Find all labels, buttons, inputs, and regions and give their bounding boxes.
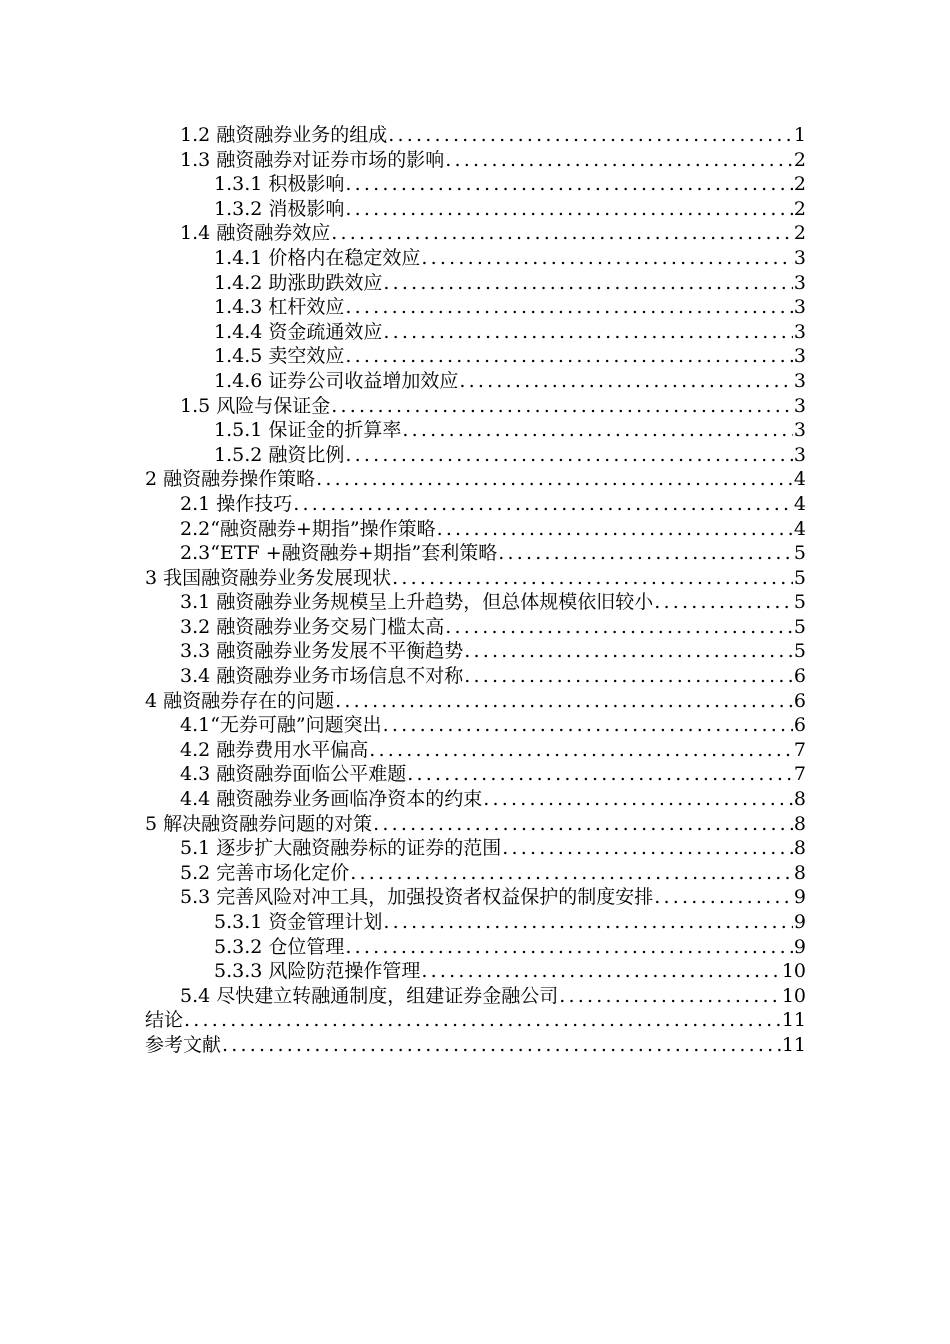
toc-leader-dots [654,590,793,615]
toc-leader-dots [421,246,793,271]
toc-entry-page: 4 [793,517,806,540]
toc-entry[interactable] [0,1033,950,1058]
toc-leader-dots [464,639,793,664]
toc-entry-page: 6 [793,714,806,737]
toc-entry[interactable] [0,762,950,787]
toc-entry[interactable] [0,713,950,738]
toc-entry-page: 3 [793,246,806,269]
toc-entry-title: 2 融资融券操作策略 [145,468,316,491]
toc-entry[interactable] [0,221,950,246]
toc-entry-title: 5.3.1 资金管理计划 [214,911,383,933]
toc-leader-dots [654,885,793,910]
toc-entry-page: 8 [793,837,806,860]
toc-leader-dots [331,394,793,419]
toc-entry[interactable] [0,566,950,591]
toc-leader-dots [184,1008,781,1033]
toc-entry-title: 1.3.1 积极影响 [214,173,345,196]
toc-entry-page: 3 [793,271,806,294]
toc-leader-dots [345,443,793,468]
toc-leader-dots [316,467,793,492]
toc-entry[interactable] [0,369,950,394]
toc-leader-dots [407,762,793,787]
toc-entry-page: 9 [793,886,806,909]
toc-entry[interactable] [0,467,950,492]
toc-entry-page: 3 [793,345,806,368]
toc-entry[interactable] [0,492,950,517]
toc-entry-title: 1.5 风险与保证金 [180,394,331,417]
toc-entry-page: 5 [793,542,806,565]
toc-entry[interactable] [0,861,950,886]
toc-entry-title: 2.3“ETF +融资融券+期指”套利策略 [180,542,498,565]
toc-entry-title: 1.4 融资融券效应 [180,222,331,245]
toc-entry-page: 5 [793,591,806,614]
toc-entry[interactable] [0,443,950,468]
toc-entry-title: 参考文献 [145,1033,222,1056]
toc-entry-title: 4 融资融券存在的问题 [145,689,335,712]
toc-entry-title: 2.2“融资融券+期指”操作策略 [180,517,436,540]
toc-entry[interactable] [0,418,950,443]
toc-entry-page: 5 [793,615,806,638]
toc-leader-dots [437,517,793,542]
toc-entry-page: 2 [793,222,806,245]
toc-entry-title: 5.2 完善市场化定价 [180,861,350,884]
toc-entry-title: 1.5.1 保证金的折算率 [214,419,402,442]
toc-entry-title: 1.4.6 证券公司收益增加效应 [214,369,459,392]
toc-entry[interactable] [0,812,950,837]
toc-entry[interactable] [0,123,950,148]
toc-entry-page: 4 [793,468,806,491]
toc-entry-page: 8 [793,861,806,884]
toc-entry-title: 5.3.2 仓位管理 [214,935,345,958]
toc-entry[interactable] [0,295,950,320]
toc-leader-dots [445,148,793,173]
toc-entry[interactable] [0,1008,950,1033]
toc-entry-title: 1.2 融资融券业务的组成 [180,124,388,146]
toc-leader-dots [383,910,793,935]
toc-entry-page: 10 [781,960,806,983]
toc-entry[interactable] [0,935,950,960]
toc-entry-title: 4.1“无券可融”问题突出 [180,714,382,737]
toc-entry[interactable] [0,320,950,345]
toc-leader-dots [345,935,793,960]
toc-leader-dots [464,664,793,689]
toc-leader-dots [383,271,793,296]
toc-entry[interactable] [0,344,950,369]
toc-entry-title: 5.4 尽快建立转融通制度，组建证券金融公司 [180,984,559,1007]
toc-entry-page: 4 [793,492,806,515]
toc-entry-title: 1.3.2 消极影响 [214,197,345,220]
toc-entry[interactable] [0,517,950,542]
toc-entry-page: 3 [793,296,806,319]
toc-entry-title: 1.4.5 卖空效应 [214,345,345,368]
toc-leader-dots [498,541,793,566]
toc-leader-dots [392,566,793,591]
toc-leader-dots [483,787,793,812]
toc-entry-title: 结论 [145,1009,184,1032]
toc-leader-dots [345,295,793,320]
toc-leader-dots [350,861,793,886]
toc-leader-dots [222,1033,781,1058]
toc-entry-page: 11 [781,1009,806,1032]
toc-entry[interactable] [0,246,950,271]
toc-entry[interactable] [0,639,950,664]
toc-leader-dots [335,689,793,714]
toc-entry-title: 3.4 融资融券业务市场信息不对称 [180,665,464,688]
toc-entry[interactable] [0,910,950,935]
toc-entry-page: 3 [793,320,806,343]
toc-entry-title: 1.3 融资融券对证券市场的影响 [180,148,445,171]
toc-entry-page: 10 [781,984,806,1007]
toc-leader-dots [383,320,793,345]
toc-leader-dots [502,836,793,861]
toc-entry-page: 2 [793,148,806,171]
toc-leader-dots [373,812,793,837]
toc-entry-title: 4.2 融券费用水平偏高 [180,738,369,761]
toc-entry-title: 1.4.1 价格内在稳定效应 [214,246,421,269]
toc-entry-title: 5.3 完善风险对冲工具，加强投资者权益保护的制度安排 [180,886,654,909]
toc-entry-page: 3 [793,419,806,442]
toc-leader-dots [293,492,793,517]
toc-entry-title: 1.4.3 杠杆效应 [214,296,345,319]
toc-entry-page: 6 [793,665,806,688]
toc-leader-dots [383,713,793,738]
toc-entry-page: 3 [793,369,806,392]
toc-entry[interactable] [0,664,950,689]
toc-entry[interactable] [0,836,950,861]
toc-entry-title: 3 我国融资融券业务发展现状 [145,566,392,589]
toc-entry-page: 5 [793,566,806,589]
toc-entry-page: 7 [793,763,806,786]
toc-entry[interactable] [0,615,950,640]
toc-leader-dots [369,738,793,763]
toc-entry[interactable] [0,148,950,173]
table-of-contents [0,123,950,1058]
toc-leader-dots [445,615,793,640]
toc-entry[interactable] [0,984,950,1009]
toc-entry-title: 1.4.4 资金疏通效应 [214,320,383,343]
toc-entry-title: 3.2 融资融券业务交易门槛太高 [180,615,445,638]
toc-entry-title: 1.4.2 助涨助跌效应 [214,271,383,294]
toc-entry-page: 11 [781,1033,806,1056]
toc-leader-dots [345,344,793,369]
toc-entry-page: 2 [793,197,806,220]
toc-leader-dots [459,369,793,394]
toc-entry-page: 8 [793,788,806,811]
toc-entry-page: 7 [793,738,806,761]
toc-entry[interactable] [0,197,950,222]
toc-entry-page: 3 [793,443,806,466]
toc-leader-dots [402,418,793,443]
toc-entry-page: 6 [793,689,806,712]
toc-entry[interactable] [0,394,950,419]
toc-entry[interactable] [0,689,950,714]
toc-entry-title: 5 解决融资融券问题的对策 [145,812,373,835]
toc-entry[interactable] [0,738,950,763]
toc-entry[interactable] [0,590,950,615]
toc-entry-title: 3.3 融资融券业务发展不平衡趋势 [180,640,464,663]
toc-entry-title: 1.5.2 融资比例 [214,443,345,466]
toc-entry-page: 8 [793,812,806,835]
toc-entry-title: 4.4 融资融券业务画临净资本的约束 [180,788,483,811]
toc-leader-dots [421,959,780,984]
toc-entry-title: 5.1 逐步扩大融资融券标的证券的范围 [180,837,502,860]
toc-entry[interactable] [0,959,950,984]
toc-entry-title: 5.3.3 风险防范操作管理 [214,960,421,983]
toc-entry-page: 9 [793,911,806,933]
toc-entry-title: 2.1 操作技巧 [180,492,293,515]
toc-entry-title: 4.3 融资融券面临公平难题 [180,763,407,786]
toc-leader-dots [559,984,781,1009]
toc-entry-title: 3.1 融资融券业务规模呈上升趋势，但总体规模依旧较小 [180,591,654,614]
toc-leader-dots [345,197,793,222]
toc-leader-dots [345,172,793,197]
toc-entry[interactable] [0,271,950,296]
toc-leader-dots [388,123,793,148]
toc-entry[interactable] [0,885,950,910]
toc-leader-dots [331,221,793,246]
toc-entry-page: 2 [793,173,806,196]
toc-entry-page: 5 [793,640,806,663]
toc-entry[interactable] [0,541,950,566]
toc-entry[interactable] [0,172,950,197]
toc-entry-page: 1 [793,124,806,146]
toc-entry-page: 3 [793,394,806,417]
toc-entry-page: 9 [793,935,806,958]
toc-entry[interactable] [0,787,950,812]
